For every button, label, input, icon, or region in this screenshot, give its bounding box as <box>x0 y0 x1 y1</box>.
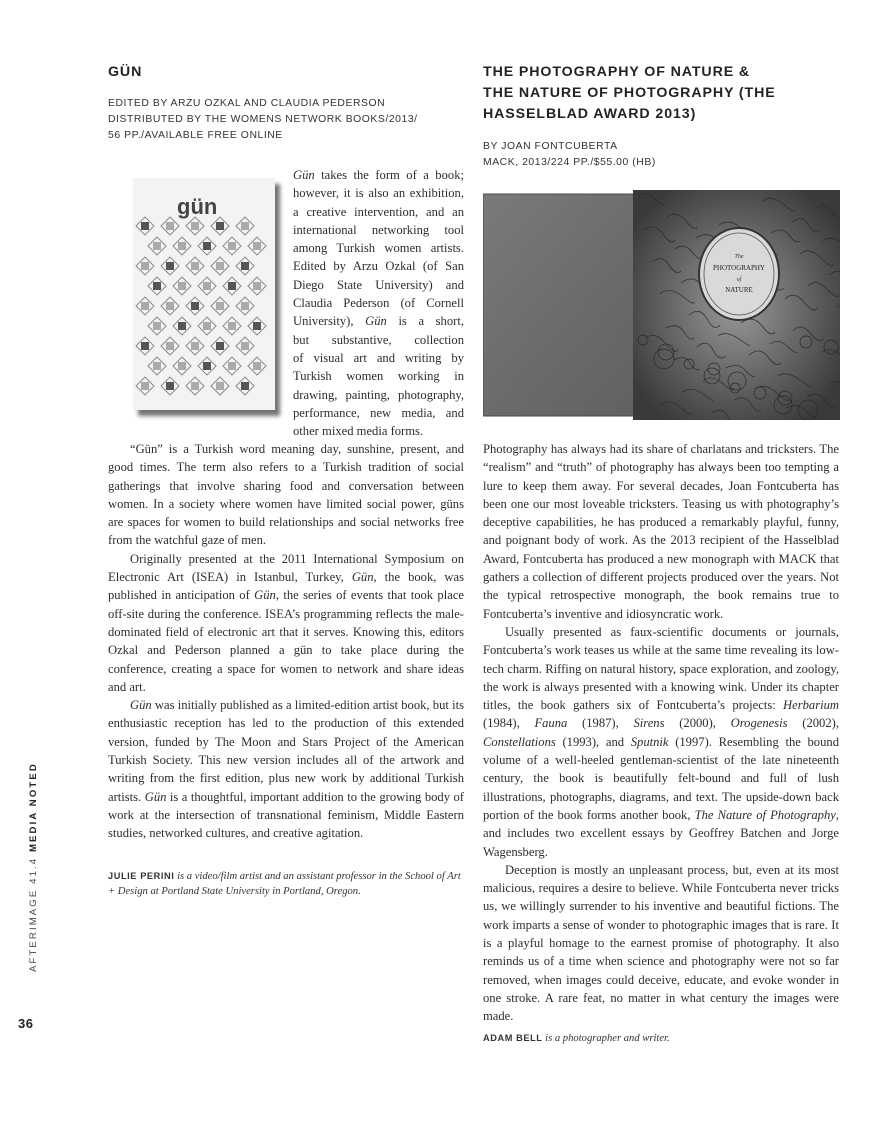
wrap-line: Edited by Arzu Ozkal (of San <box>293 259 464 274</box>
left-review-body <box>108 440 464 843</box>
wrap-line: however, it is also an exhibition, <box>293 186 464 201</box>
meta-line: BY JOAN FONTCUBERTA <box>483 141 618 152</box>
label-word: NATURE <box>725 286 753 294</box>
right-review-meta <box>483 139 656 171</box>
wrap-line: of visual art and writing by <box>293 350 464 365</box>
pattern-tile <box>166 302 174 310</box>
pattern-tile <box>178 322 186 330</box>
section-name: MEDIA NOTED <box>28 762 39 853</box>
paragraph: Gün was initially published as a limited-edition artist book, but its enthusiastic reception has led to the production of this extended version, funded by The Moon and Stars Project of the American Turkish Society. This new version includes all of the artwork and writing from the first edition, plus new work by additional Turkish artists. Gün is a thoughtful, important addition to the growing body of work at the intersection of transnational feminism, Middle Eastern studies, networked cultures, and creative agitation. <box>108 698 464 841</box>
pattern-tile <box>153 282 161 290</box>
pattern-tile <box>166 262 174 270</box>
publication-name: AFTERIMAGE 41.4 <box>28 856 39 972</box>
title-line: THE NATURE OF PHOTOGRAPHY (THE <box>483 85 776 101</box>
label-word: The <box>734 254 744 260</box>
wrap-line: Turkish women working in <box>293 369 464 384</box>
pattern-tile <box>153 362 161 370</box>
pattern-tile <box>178 362 186 370</box>
pattern-tile <box>241 262 249 270</box>
right-review-credit <box>483 1031 839 1046</box>
wrap-line: international networking tool <box>293 222 464 237</box>
reviewer-bio: is a video/film artist and an assistant professor in the School of Art + Design at Portland State University in Portland, Oregon. <box>108 871 461 897</box>
pattern-tile <box>141 382 149 390</box>
pattern-tile <box>241 302 249 310</box>
pattern-tile <box>141 222 149 230</box>
pattern-tile <box>166 222 174 230</box>
pattern-tile <box>228 242 236 250</box>
left-review-credit <box>108 869 468 899</box>
pattern-tile <box>216 302 224 310</box>
pattern-tile <box>178 282 186 290</box>
pattern-tile <box>203 362 211 370</box>
reviewer-bio: is a photographer and writer. <box>542 1033 670 1044</box>
wrap-line: Claudia Pederson (of Cornell <box>293 296 464 311</box>
title-line: THE PHOTOGRAPHY OF NATURE & <box>483 64 751 80</box>
meta-line: DISTRIBUTED BY THE WOMENS NETWORK BOOKS/2013/ <box>108 114 418 125</box>
wrap-line: University), Gün is a short, <box>293 314 464 329</box>
pattern-tile <box>216 342 224 350</box>
pattern-tile <box>216 262 224 270</box>
cover-title: gün <box>177 194 218 219</box>
pattern-tile <box>191 262 199 270</box>
wrap-line: drawing, painting, photography, <box>293 387 464 402</box>
reviewer-name: ADAM BELL <box>483 1033 543 1043</box>
meta-line: MACK, 2013/224 PP./$55.00 (HB) <box>483 157 656 168</box>
wrap-line: among Turkish women artists. <box>293 241 464 256</box>
pattern-tile <box>153 322 161 330</box>
paragraph: Photography has always had its share of charlatans and tricksters. The “realism” and “truth” of photography has always been too tempting a lure to keep them away. For several decades, Joan Fontcuberta has been one our most loveable tricksters. Teasing us with photography’s deceptive capabilities, he has produced a remarkably playful, funny, and poignant body of work. As the 2013 recipient of the Hasselblad Award, Fontcuberta has produced a new monograph with MACK that gathers a collection of different projects produced over the years. Not the typical retrospective monograph, the book remains true to Fontcuberta’s inventive and idiosyncratic work. <box>483 442 839 621</box>
sidebar-running-head <box>28 712 58 972</box>
pattern-tile <box>228 322 236 330</box>
pattern-tile <box>166 382 174 390</box>
pattern-tile <box>203 322 211 330</box>
pattern-tile <box>253 362 261 370</box>
pattern-tile <box>191 222 199 230</box>
wrap-line: other mixed media forms. <box>293 424 424 439</box>
right-review-body <box>483 440 839 1026</box>
paragraph: Originally presented at the 2011 International Symposium on Electronic Art (ISEA) in Istanbul, Turkey, Gün, the book, was published in anticipation of Gün, the series of events that took place off-site during the conference. ISEA’s programming reflects the male-dominated field of electronic art that it serves. Knowing this, editors Ozkal and Pederson planned a gün to take place during the conference, creating a space for women to network and share ideas and art. <box>108 551 464 694</box>
meta-line: 56 PP./AVAILABLE FREE ONLINE <box>108 130 283 141</box>
gun-book-cover-image <box>133 178 275 410</box>
paragraph: Usually presented as faux-scientific documents or journals, Fontcuberta’s work teases us while at the same time revealing its low-tech charm. Riffing on natural history, space exploration, and zoology, the work is always presented with a knowing wink. Under its chapter titles, the book gathers six of Fontcuberta’s projects: Herbarium (1984), Fauna (1987), Sirens (2000), Orogenesis (2002), Constellations (1993), and Sputnik (1997). Resembling the bound volume of a well-heeled gentleman-scientist of the late nineteenth century, the book is beautifully felt-bound and full of lush illustrations, photographs, diagrams, and text. The upside-down back portion of the book forms another book, The Nature of Photography, and includes two excellent essays by Geoffrey Batchen and Jorge Wagensberg. <box>483 624 839 859</box>
paragraph: Deception is mostly an unpleasant process, but, even at its most malicious, requires a desire to believe. While Fontcuberta never tricks us, we willingly surrender to his inventive and beautiful fictions. The work imparts a sense of wonder to photographic images that is rare. It is a playful homage to the earnest promise of photography. It also reminds us of a time when science and photography were not so far removed, when images could deceive, educate, and evoke wonder in one stroke. A rare feat, no matter in what century the images were made. <box>483 862 839 1024</box>
wrap-line: but substantive, collection <box>293 332 464 347</box>
pattern-tile <box>178 242 186 250</box>
pattern-tile <box>253 242 261 250</box>
pattern-tile <box>191 342 199 350</box>
pattern-tile <box>191 382 199 390</box>
pattern-tile <box>141 302 149 310</box>
pattern-tile <box>216 382 224 390</box>
pattern-tile <box>153 242 161 250</box>
pattern-tile <box>253 282 261 290</box>
page-number: 36 <box>18 1016 34 1031</box>
pattern-tile <box>166 342 174 350</box>
right-review-title <box>483 62 776 125</box>
pattern-tile <box>228 362 236 370</box>
wrap-line: a creative intervention, and an <box>293 204 464 219</box>
pattern-tile <box>241 222 249 230</box>
pattern-tile <box>203 282 211 290</box>
pattern-tile <box>228 282 236 290</box>
pattern-tile <box>241 342 249 350</box>
pattern-tile <box>141 262 149 270</box>
left-wrap-text <box>293 166 464 440</box>
wrap-line: performance, new media, and <box>293 405 464 420</box>
wrap-line: Gün takes the form of a book; <box>293 168 464 182</box>
pattern-tile <box>253 322 261 330</box>
label-word: of <box>736 277 742 283</box>
pattern-tile <box>203 242 211 250</box>
left-review-meta <box>108 96 418 144</box>
pattern-tile <box>216 222 224 230</box>
reviewer-name: JULIE PERINI <box>108 871 175 881</box>
wrap-line: Diego State University) and <box>293 277 464 292</box>
paragraph: “Gün” is a Turkish word meaning day, sunshine, present, and good times. The term also refers to a Turkish tradition of social gatherings that involve sharing food and conversation between women. In a society where women have limited social power, güns are spaces for women to build relationships and social networks free from the watchful gaze of men. <box>108 442 464 548</box>
pattern-tile <box>141 342 149 350</box>
pattern-tile <box>241 382 249 390</box>
left-review-title: GÜN <box>108 64 143 80</box>
pattern-tile <box>191 302 199 310</box>
nature-book-cover-image <box>483 190 840 420</box>
title-line: HASSELBLAD AWARD 2013) <box>483 106 697 122</box>
label-word: PHOTOGRAPHY <box>713 264 765 272</box>
meta-line: EDITED BY ARZU OZKAL AND CLAUDIA PEDERSON <box>108 98 386 109</box>
